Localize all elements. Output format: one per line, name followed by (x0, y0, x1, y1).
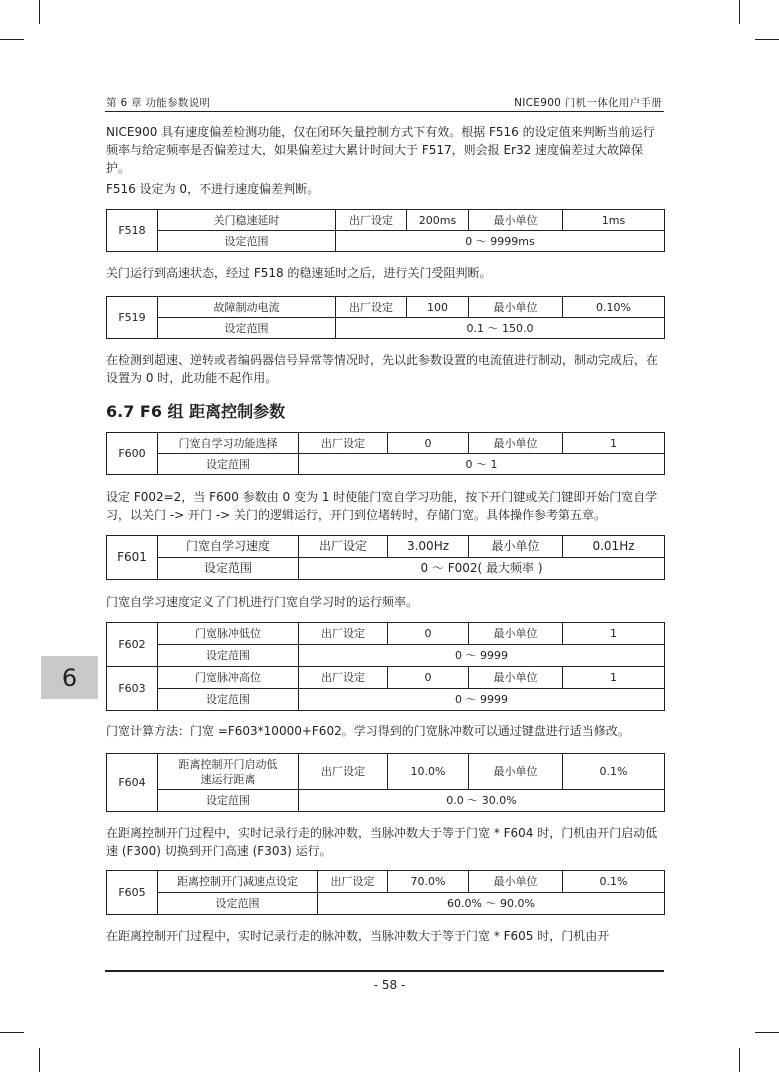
range-label: 设定范围 (158, 689, 299, 711)
min-unit-label: 最小单位 (469, 536, 563, 558)
chapter-header: 第 6 章 功能参数说明 (106, 97, 211, 109)
param-range: 60.0% ～ 90.0% (318, 893, 665, 915)
paragraph: 门宽自学习速度定义了门机进行门宽自学习时的运行频率。 (106, 595, 419, 609)
param-unit: 1ms (563, 210, 665, 231)
param-name: 门宽自学习功能选择 (158, 433, 299, 454)
param-range: 0 ～ 1 (299, 454, 665, 475)
param-code: F518 (107, 210, 158, 252)
param-range: 0 ～ F002( 最大频率 ) (299, 558, 665, 580)
param-unit: 0.01Hz (563, 536, 665, 558)
param-table-f605 (106, 870, 665, 915)
section-title: 6.7 F6 组 距离控制参数 (106, 402, 286, 421)
paragraph: 在距离控制开门过程中，实时记录行走的脉冲数，当脉冲数大于等于门宽 * F605 时，门机由开 (106, 929, 610, 943)
param-range: 0 ～ 9999 (299, 645, 665, 667)
factory-label: 出厂设定 (299, 667, 388, 689)
param-range: 0.1 ～ 150.0 (336, 318, 665, 339)
crop-mark (0, 39, 24, 40)
param-unit: 0.1% (563, 754, 665, 790)
param-range: 0 ～ 9999ms (336, 231, 665, 252)
paragraph: 在距离控制开门过程中，实时记录行走的脉冲数，当脉冲数大于等于门宽 * F604 时，门机由开门启动低速 (F300) 切换到开门高速 (F303) 运行。 (106, 826, 658, 858)
param-name: 距离控制开门减速点设定 (158, 871, 318, 893)
factory-label: 出厂设定 (336, 210, 407, 231)
param-unit: 1 (563, 667, 665, 689)
param-default: 0 (388, 623, 469, 645)
param-table-f600 (106, 432, 665, 475)
param-default: 0 (388, 433, 469, 454)
range-label: 设定范围 (158, 231, 336, 252)
paragraph: F516 设定为 0，不进行速度偏差判断。 (106, 182, 320, 196)
range-label: 设定范围 (158, 645, 299, 667)
min-unit-label: 最小单位 (469, 871, 563, 893)
crop-mark (739, 1048, 740, 1072)
factory-label: 出厂设定 (299, 433, 388, 454)
crop-mark (39, 1048, 40, 1072)
factory-label: 出厂设定 (318, 871, 388, 893)
crop-mark (755, 39, 779, 40)
param-name: 门宽自学习速度 (158, 536, 299, 558)
param-range: 0.0 ～ 30.0% (299, 790, 665, 812)
factory-label: 出厂设定 (299, 623, 388, 645)
crop-mark (739, 0, 740, 24)
param-unit: 0.1% (563, 871, 665, 893)
param-name: 关门稳速延时 (158, 210, 336, 231)
param-default: 100 (407, 297, 469, 318)
paragraph: 关门运行到高速状态，经过 F518 的稳速延时之后，进行关门受阻判断。 (106, 266, 492, 280)
range-label: 设定范围 (158, 893, 318, 915)
param-code: F602 (107, 623, 158, 667)
paragraph: NICE900 具有速度偏差检测功能，仅在闭环矢量控制方式下有效。根据 F516 的设定值来判断当前运行频率与给定频率是否偏差过大，如果偏差过大累计时间大于 F517，则会报 Er32 速度偏差过大故障保护。 (106, 125, 655, 175)
param-code: F605 (107, 871, 158, 915)
param-unit: 0.10% (563, 297, 665, 318)
param-table-f602-f603 (106, 622, 665, 711)
param-code: F604 (107, 754, 158, 812)
range-label: 设定范围 (158, 318, 336, 339)
min-unit-label: 最小单位 (469, 210, 563, 231)
param-default: 3.00Hz (388, 536, 469, 558)
param-table-f518 (106, 209, 665, 252)
min-unit-label: 最小单位 (469, 623, 563, 645)
factory-label: 出厂设定 (299, 754, 388, 790)
param-name: 故障制动电流 (158, 297, 336, 318)
param-default: 10.0% (388, 754, 469, 790)
crop-mark (755, 1032, 779, 1033)
chapter-tab: 6 (41, 656, 98, 699)
range-label: 设定范围 (158, 454, 299, 475)
param-code: F603 (107, 667, 158, 711)
param-table-f601 (106, 535, 665, 580)
param-default: 200ms (407, 210, 469, 231)
param-code: F601 (107, 536, 158, 580)
param-name: 距离控制开门启动低速运行距离 (158, 754, 299, 790)
header-rule (105, 111, 664, 112)
paragraph: 在检测到超速、逆转或者编码器信号异常等情况时，先以此参数设置的电流值进行制动，制动完成后，在设置为 0 时，此功能不起作用。 (106, 353, 659, 385)
footer-rule (105, 970, 664, 972)
param-default: 70.0% (388, 871, 469, 893)
range-label: 设定范围 (158, 558, 299, 580)
min-unit-label: 最小单位 (469, 667, 563, 689)
paragraph: 设定 F002=2，当 F600 参数由 0 变为 1 时使能门宽自学习功能，按下开门键或关门键即开始门宽自学习，以关门 -> 开门 -> 关门的逻辑运行，开门到位堵转时，存储门宽。具体操作参考第五章。 (106, 490, 658, 522)
min-unit-label: 最小单位 (469, 297, 563, 318)
param-range: 0 ～ 9999 (299, 689, 665, 711)
paragraph: 门宽计算方法：门宽 =F603*10000+F602。学习得到的门宽脉冲数可以通过键盘进行适当修改。 (106, 724, 630, 738)
param-unit: 1 (563, 433, 665, 454)
factory-label: 出厂设定 (299, 536, 388, 558)
min-unit-label: 最小单位 (469, 433, 563, 454)
range-label: 设定范围 (158, 790, 299, 812)
param-name: 门宽脉冲高位 (158, 667, 299, 689)
crop-mark (39, 0, 40, 24)
param-table-f604 (106, 753, 665, 812)
param-code: F519 (107, 297, 158, 339)
param-default: 0 (388, 667, 469, 689)
factory-label: 出厂设定 (336, 297, 407, 318)
param-name: 门宽脉冲低位 (158, 623, 299, 645)
param-unit: 1 (563, 623, 665, 645)
min-unit-label: 最小单位 (469, 754, 563, 790)
manual-title: NICE900 门机一体化用户手册 (514, 97, 662, 109)
page-number: - 58 - (373, 978, 406, 992)
crop-mark (0, 1032, 24, 1033)
param-table-f519 (106, 296, 665, 339)
param-code: F600 (107, 433, 158, 475)
